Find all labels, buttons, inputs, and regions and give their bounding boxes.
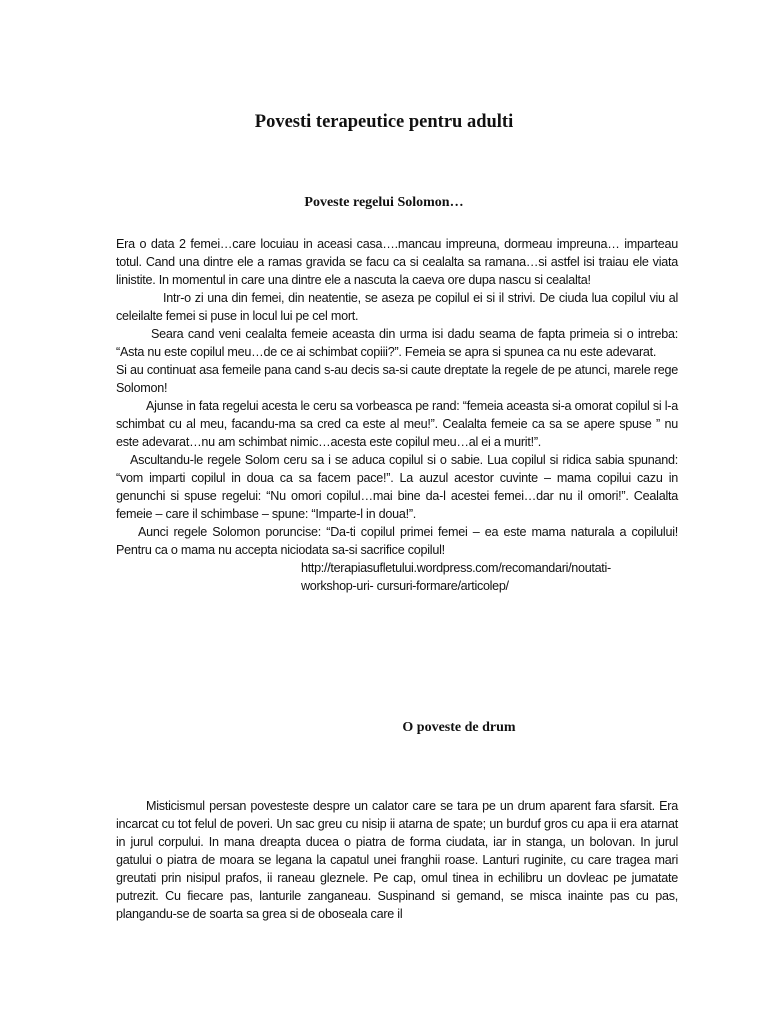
story1-paragraph-2: Intr-o zi una din femei, din neatentie, se aseza pe copilul ei si il strivi. De ciuda lua copilul viu al celeilalte femei si puse in locul lui pe cel mort. <box>116 291 678 323</box>
story2-body <box>116 797 678 923</box>
story1-heading: Poveste regelui Solomon… <box>304 195 464 210</box>
story1-paragraph-7: Aunci regele Solomon poruncise: “Da-ti copilul primei femei – ea este mama naturala a copilului! Pentru ca o mama nu accepta niciodata sa-si sacrifice copilul! <box>116 525 678 557</box>
story1-paragraph-4: Si au continuat asa femeile pana cand s-au decis sa-si caute dreptate la regele de pe atunci, marele rege Solomon! <box>116 363 678 395</box>
source-link-line-2[interactable]: workshop-uri- cursuri-formare/articolep/ <box>301 579 509 593</box>
document-title: Povesti terapeutice pentru adulti <box>254 112 514 132</box>
story1-paragraph-6: Ascultandu-le regele Solom ceru sa i se aduca copilul si o sabie. Lua copilul si ridica sabia spunand: “vom imparti copilul in doua ca sa facem pace!”. La auzul acestor cuvinte – mama copilui cazu in genunchi si spuse regelui: “Nu omori copilul…mai bine da-l acestei femei…dar nu il omori!”. Cealalta femeie – care il schimbase – spune: “Imparte-l in doua!”. <box>116 453 678 521</box>
story2-heading: O poveste de drum <box>402 720 516 735</box>
source-link-line-1[interactable]: http://terapiasufletului.wordpress.com/recomandari/noutati- <box>301 561 611 575</box>
story2-paragraph-1: Misticismul persan povesteste despre un calator care se tara pe un drum aparent fara sfarsit. Era incarcat cu tot felul de poveri. Un sac greu cu nisip ii atarna de spate; un burduf gros cu apa ii era atarnat in jurul corpului. In mana dreapta ducea o piatra de forma ciudata, iar in stanga, un bolovan. In jurul gatului o piatra de moara se legana la capatul unei franghii roase. Lanturi ruginite, cu care tragea mari greutati prin nisipul prafos, ii raneau gleznele. Pe cap, omul tinea in echilibru un dovleac pe jumatate putrezit. Cu fiecare pas, lanturile zanganeau. Suspinand si gemand, se misca inainte pas cu pas, plangandu-se de soarta sa grea si de oboseala care il <box>116 799 678 921</box>
story1-paragraph-5: Ajunse in fata regelui acesta le ceru sa vorbeasca pe rand: “femeia aceasta si-a omorat copilul si l-a schimbat cu al meu, facandu-ma sa cred ca este al meu!”. Cealalta femeie ca sa se apere spuse ” nu este adevarat…nu am schimbat nimic…acesta este copilul meu…al ei a murit!”. <box>116 399 678 449</box>
story1-paragraph-1: Era o data 2 femei…care locuiau in aceasi casa….mancau impreuna, dormeau impreuna… imparteau totul. Cand una dintre ele a ramas gravida se facu ca si cealalta sa ramana…si astfel isi traiau ele viata linistite. In momentul in care una dintre ele a nascuta la caeva ore dupa nascu si cealalta! <box>116 237 678 287</box>
story1-paragraph-3: Seara cand veni cealalta femeie aceasta din urma isi dadu seama de fapta primeia si o intreba: “Asta nu este copilul meu…de ce ai schimbat copiii?”. Femeia se apra si spunea ca nu este adevarat. <box>116 327 678 359</box>
story1-body <box>116 235 678 595</box>
